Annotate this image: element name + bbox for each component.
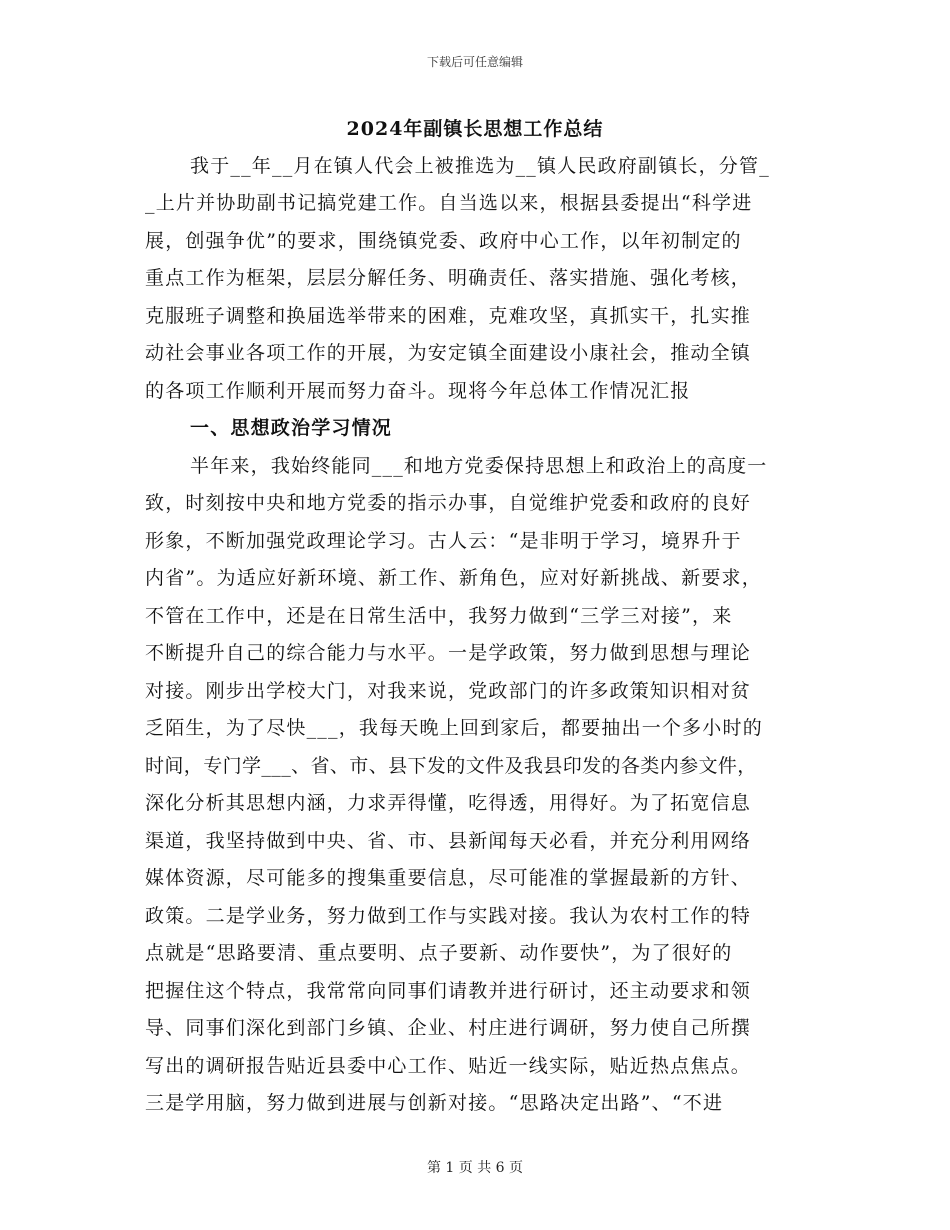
paragraph-line: 动社会事业各项工作的开展，为安定镇全面建设小康社会，推动全镇 (145, 342, 752, 364)
paragraph-line: 重点工作为框架，层层分解任务、明确责任、落实措施、强化考核， (145, 267, 752, 289)
section-heading: 一、思想政治学习情况 (190, 417, 393, 439)
page-number: 第 1 页 共 6 页 (426, 1160, 524, 1176)
page-header-note: 下载后可任意编辑 (426, 55, 523, 69)
paragraph-line: 渠道，我坚持做到中央、省、市、县新闻每天必看，并充分利用网络 (145, 830, 752, 852)
paragraph-line: 展，创强争优”的要求，围绕镇党委、政府中心工作，以年初制定的 (145, 230, 742, 252)
paragraph-line: 写出的调研报告贴近县委中心工作、贴近一线实际，贴近热点焦点。 (145, 1055, 752, 1077)
paragraph-line: 点就是“思路要清、重点要明、点子要新、动作要快”，为了很好的 (145, 942, 733, 964)
paragraph-line: 形象，不断加强党政理论学习。古人云：“是非明于学习，境界升于 (145, 530, 742, 552)
document-title: 2024年副镇长思想工作总结 (346, 118, 604, 140)
paragraph-line: 不断提升自己的综合能力与水平。一是学政策，努力做到思想与理论 (145, 642, 752, 664)
paragraph-line: 的各项工作顺利开展而努力奋斗。现将今年总体工作情况汇报 (145, 380, 691, 402)
paragraph-line: 时间，专门学___、省、市、县下发的文件及我县印发的各类内参文件， (145, 755, 757, 777)
paragraph-line: 深化分析其思想内涵，力求弄得懂，吃得透，用得好。为了拓宽信息 (145, 792, 752, 814)
paragraph-line: 政策。二是学业务，努力做到工作与实践对接。我认为农村工作的特 (145, 905, 752, 927)
paragraph-line: 克服班子调整和换届选举带来的困难，克难攻坚，真抓实干，扎实推 (145, 305, 752, 327)
paragraph-line: 内省”。为适应好新环境、新工作、新角色，应对好新挑战、新要求， (145, 567, 762, 589)
paragraph-line: 把握住这个特点，我常常向同事们请教并进行研讨，还主动要求和领 (145, 980, 752, 1002)
paragraph-line: 不管在工作中，还是在日常生活中，我努力做到“三学三对接”，来 (145, 605, 733, 627)
paragraph-line: _上片并协助副书记搞党建工作。自当选以来，根据县委提出“科学进 (145, 192, 753, 214)
paragraph-line: 半年来，我始终能同___和地方党委保持思想上和政治上的高度一 (190, 455, 768, 477)
paragraph-line: 媒体资源，尽可能多的搜集重要信息，尽可能准的掌握最新的方针、 (145, 867, 752, 889)
paragraph-line: 我于__年__月在镇人代会上被推选为__镇人民政府副镇长，分管_ (190, 155, 770, 177)
paragraph-line: 三是学用脑，努力做到进展与创新对接。“思路决定出路”、“不进 (145, 1092, 724, 1114)
paragraph-line: 乏陌生，为了尽快___，我每天晚上回到家后，都要抽出一个多小时的 (145, 717, 763, 739)
paragraph-line: 致，时刻按中央和地方党委的指示办事，自觉维护党委和政府的良好 (145, 492, 752, 514)
paragraph-line: 对接。刚步出学校大门，对我来说，党政部门的许多政策知识相对贫 (145, 680, 752, 702)
paragraph-line: 导、同事们深化到部门乡镇、企业、村庄进行调研，努力使自己所撰 (145, 1017, 752, 1039)
